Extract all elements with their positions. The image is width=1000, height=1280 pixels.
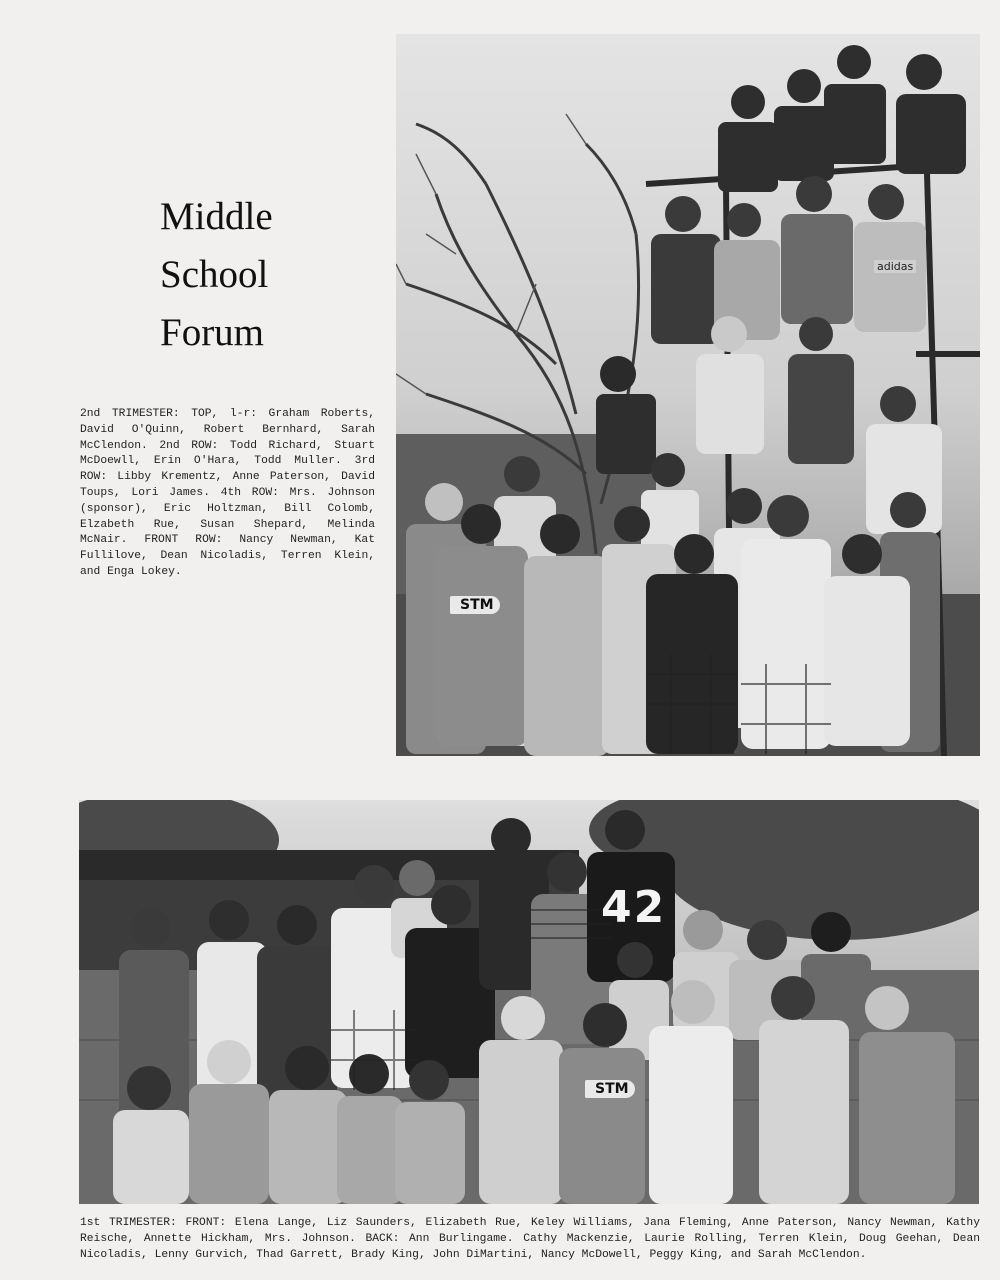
caption-first-trimester: 1st TRIMESTER: FRONT: Elena Lange, Liz Saunders, Elizabeth Rue, Keley Williams, Jana Fleming, Anne Paterson, Nancy Newman, Kathy Reische, Annette Hickham, Mrs. Johnson. BACK: Ann Burlingame. Cathy Mackenzie, Laurie Rolling, Terren Klein, Doug Geehan, Dean Nicoladis, Lenny Gurvich, Thad Garrett, Brady King, John DiMartini, Nancy McDowell, Peggy King, and Sarah McClendon.: [80, 1217, 980, 1261]
caption-second-trimester: 2nd TRIMESTER: TOP, l-r: Graham Roberts, David O'Quinn, Robert Bernhard, Sarah McClendon. 2nd ROW: Todd Richard, Stuart McDoewll, Erin O'Hara, Todd Muller. 3rd ROW: Libby Krementz, Anne Paterson, David Toups, Lori James. 4th ROW: Mrs. Johnson (sponsor), Eric Holtzman, Bill Colomb, Elzabeth Rue, Susan Shepard, Melinda McNair. FRONT ROW: Nancy Newman, Kat Fullilove, Dean Nicoladis, Terren Klein, and Enga Lokey.: [80, 408, 375, 578]
jersey-number: 42: [601, 882, 667, 933]
photo-second-trimester-group: [396, 34, 980, 756]
photo-first-trimester-group: [79, 800, 979, 1204]
title-line-2: School: [160, 253, 269, 296]
title-line-1: Middle: [160, 195, 273, 238]
shirt-logo-adidas: adidas: [874, 260, 916, 273]
page-title: [160, 188, 360, 362]
photo-top-illustration: [396, 34, 980, 756]
title-line-3: Forum: [160, 311, 265, 354]
shirt-logo-stm-bottom: STM: [585, 1080, 635, 1098]
shirt-logo-stm: STM: [450, 596, 500, 614]
photo-bottom-illustration: [79, 800, 979, 1204]
